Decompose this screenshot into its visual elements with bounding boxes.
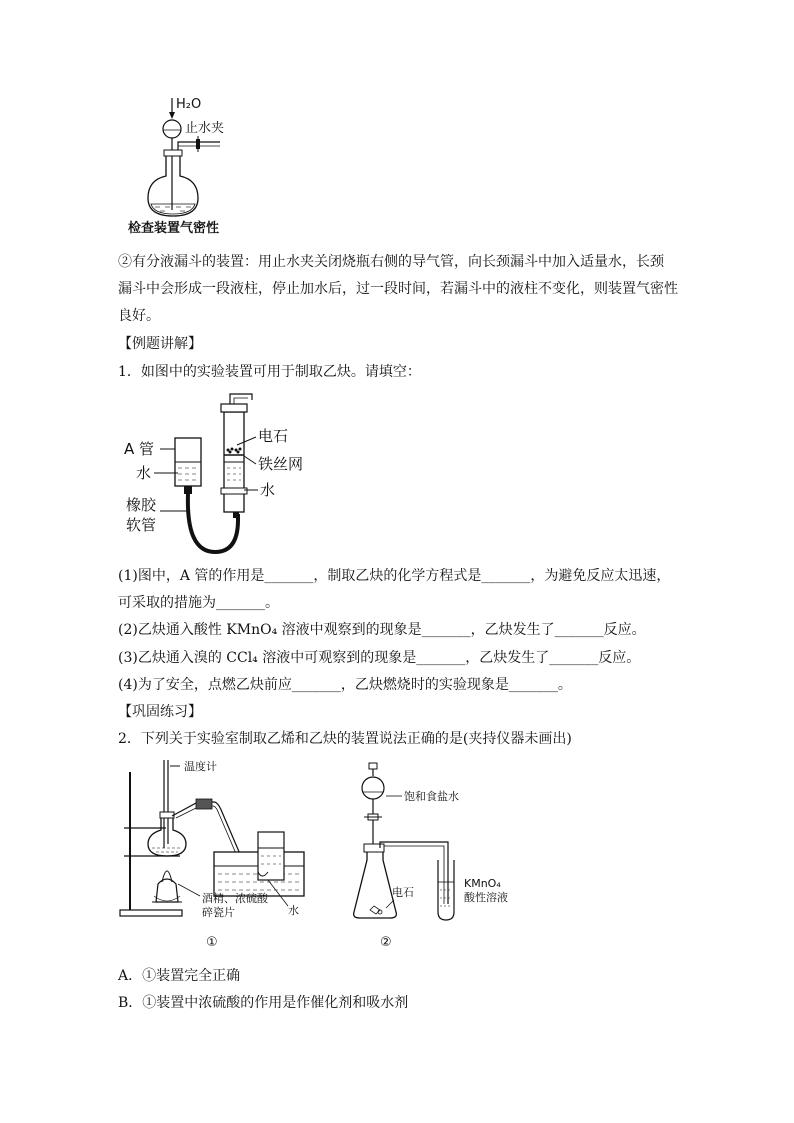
question-1-stem: 1．如图中的实验装置可用于制取乙炔。请填空： xyxy=(118,364,421,380)
figure1-caption: 检查装置气密性 xyxy=(128,221,220,236)
figure-ethylene-acetylene-apparatus xyxy=(118,756,508,956)
label-calcium-carbide: 电石 xyxy=(258,427,289,445)
label-rubber-1: 橡胶 xyxy=(126,496,157,514)
q1-part4: (4)为了安全，点燃乙炔前应_______，乙炔燃烧时的实验现象是_______。 xyxy=(118,677,572,693)
h2o-label: H₂O xyxy=(176,97,202,112)
label-carbide: 电石 xyxy=(392,886,414,899)
label-alcohol-acid: 酒精、浓硫酸 xyxy=(202,892,268,905)
section-example-heading: 【例题讲解】 xyxy=(118,336,202,352)
q1-part1-line1: (1)图中，A 管的作用是_______，制取乙炔的化学方程式是_______，为避免反应太迅速， xyxy=(118,568,671,584)
label-rubber-2: 软管 xyxy=(126,516,157,534)
label-acid-solution: 酸性溶液 xyxy=(464,891,508,904)
clamp-label: 止水夹 xyxy=(185,121,225,136)
para-seal-line1: ②有分液漏斗的装置：用止水夹关闭烧瓶右侧的导气管，向长颈漏斗中加入适量水，长颈 xyxy=(118,254,664,270)
section-practice-heading: 【巩固练习】 xyxy=(118,704,202,720)
label-water-trough: 水 xyxy=(288,904,299,917)
label-thermometer: 温度计 xyxy=(184,760,217,773)
q1-part1-line2: 可采取的措施为_______。 xyxy=(118,595,279,611)
label-a-tube: A 管 xyxy=(124,440,155,458)
label-kmno4: KMnO₄ xyxy=(464,877,501,890)
question-2-stem: 2．下列关于实验室制取乙烯和乙炔的装置说法正确的是(夹持仪器未画出) xyxy=(118,731,572,747)
label-apparatus-1: ① xyxy=(206,935,218,950)
q1-part3: (3)乙炔通入溴的 CCl₄ 溶液中可观察到的现象是_______，乙炔发生了_______反应。 xyxy=(118,650,641,666)
label-water-right: 水 xyxy=(260,481,276,499)
label-brine: 饱和食盐水 xyxy=(404,790,459,803)
label-water-left: 水 xyxy=(136,464,152,482)
label-broken-porcelain: 碎瓷片 xyxy=(202,906,235,919)
label-apparatus-2: ② xyxy=(380,935,392,950)
para-seal-line3: 良好。 xyxy=(118,308,160,324)
q2-option-a: A．①装置完全正确 xyxy=(118,968,241,984)
para-seal-line2: 漏斗中会形成一段液柱，停止加水后，过一段时间，若漏斗中的液柱不变化，则装置气密性 xyxy=(118,281,678,297)
q2-option-b: B．①装置中浓硫酸的作用是作催化剂和吸水剂 xyxy=(118,995,409,1011)
figure-acetylene-apparatus xyxy=(120,390,340,560)
figure-airtight-check xyxy=(120,92,270,242)
q1-part2: (2)乙炔通入酸性 KMnO₄ 溶液中观察到的现象是_______，乙炔发生了_______反应。 xyxy=(118,622,646,638)
label-wire-mesh: 铁丝网 xyxy=(258,455,304,473)
